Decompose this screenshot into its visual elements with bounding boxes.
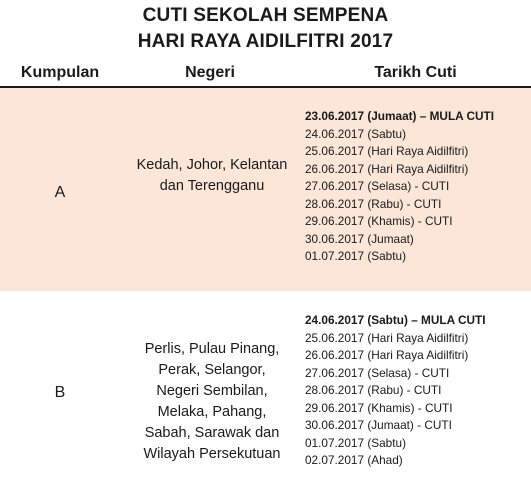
header-negeri: Negeri: [185, 64, 235, 81]
date-item: 26.06.2017 (Hari Raya Aidilfitri): [305, 348, 469, 362]
negeri-line: Melaka, Pahang,: [157, 404, 267, 420]
date-item: 25.06.2017 (Hari Raya Aidilfitri): [305, 144, 469, 158]
date-item: 02.07.2017 (Ahad): [305, 453, 403, 467]
date-item: 29.06.2017 (Khamis) - CUTI: [305, 214, 453, 228]
kumpulan-cell: B: [54, 384, 66, 401]
date-item: 01.07.2017 (Sabtu): [305, 435, 407, 450]
date-item: 29.06.2017 (Khamis) - CUTI: [305, 400, 453, 415]
table-row-b: [0, 291, 531, 480]
date-item: 30.06.2017 (Jumaat): [305, 231, 414, 246]
kumpulan-cell: A: [54, 184, 66, 201]
table-row-a: [0, 88, 531, 291]
date-start: 24.06.2017 (Sabtu) – MULA CUTI: [305, 313, 486, 327]
header-tarikh-cuti: Tarikh Cuti: [374, 64, 457, 81]
date-item: 26.06.2017 (Hari Raya Aidilfitri): [305, 161, 469, 176]
negeri-line: dan Terengganu: [159, 178, 265, 194]
dates-cell: [305, 108, 529, 266]
date-start: 23.06.2017 (Jumaat) – MULA CUTI: [305, 109, 495, 123]
negeri-line: Perlis, Pulau Pinang,: [144, 341, 280, 357]
date-item: 27.06.2017 (Selasa) - CUTI: [305, 365, 450, 380]
date-item: 28.06.2017 (Rabu) - CUTI: [305, 383, 442, 397]
dates-cell: [305, 312, 529, 470]
header-kumpulan: Kumpulan: [20, 64, 100, 81]
title-line-1: CUTI SEKOLAH SEMPENA: [142, 5, 389, 26]
negeri-line: Wilayah Persekutuan: [143, 446, 281, 462]
table-header: [0, 60, 531, 86]
negeri-cell: [127, 339, 297, 465]
negeri-line: Perak, Selangor,: [158, 362, 266, 378]
negeri-line: Negeri Sembilan,: [156, 383, 268, 399]
date-item: 30.06.2017 (Jumaat) - CUTI: [305, 418, 452, 432]
date-item: 24.06.2017 (Sabtu): [305, 126, 407, 141]
negeri-cell: [127, 155, 297, 197]
negeri-line: Sabah, Sarawak dan: [144, 425, 280, 441]
title-line-2: HARI RAYA AIDILFITRI 2017: [137, 31, 394, 52]
date-item: 27.06.2017 (Selasa) - CUTI: [305, 179, 450, 193]
date-item: 28.06.2017 (Rabu) - CUTI: [305, 196, 442, 211]
negeri-line: Kedah, Johor, Kelantan: [136, 157, 288, 173]
date-item: 25.06.2017 (Hari Raya Aidilfitri): [305, 330, 469, 345]
date-item: 01.07.2017 (Sabtu): [305, 249, 407, 263]
